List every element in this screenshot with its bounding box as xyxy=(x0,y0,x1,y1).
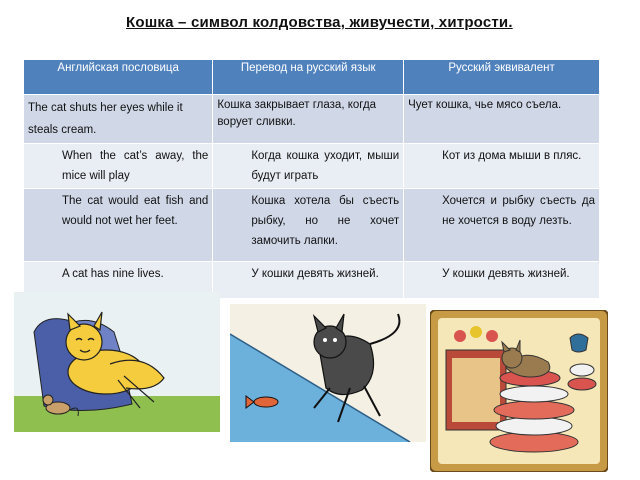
table-cell: When the cat’s away, the mice will play xyxy=(62,150,209,182)
page-title: Кошка – символ колдовства, живучести, хитрости. xyxy=(126,14,513,31)
table-cell: Когда кошка уходит, мыши будут играть xyxy=(251,150,400,182)
table-row xyxy=(24,189,600,262)
table-cell: The cat would eat fish and would not wet her feet. xyxy=(62,195,209,227)
table-row xyxy=(24,144,600,189)
table-cell: Кот из дома мыши в пляс. xyxy=(442,150,582,162)
cat-in-armchair-illustration xyxy=(14,292,220,432)
cat-with-fish-illustration xyxy=(230,304,426,442)
proverbs-table xyxy=(24,60,600,298)
table-cell: Чует кошка, чье мясо съела. xyxy=(404,95,600,144)
table-cell: Кошка хотела бы съесть рыбку, но не хочет замочить лапки. xyxy=(251,195,400,247)
illustrations xyxy=(14,292,626,474)
table-cell: A cat has nine lives. xyxy=(62,268,164,280)
cat-on-dishes-illustration xyxy=(430,310,608,472)
table-cell: Кошка закрывает глаза, когда ворует сливки. xyxy=(213,95,404,144)
header-russian-equivalent: Русский эквивалент xyxy=(404,60,600,95)
header-english: Английская пословица xyxy=(24,60,213,95)
header-translation: Перевод на русский язык xyxy=(213,60,404,95)
table-cell: У кошки девять жизней. xyxy=(251,268,379,280)
table-cell: Хочется и рыбку съесть да не хочется в воду лезть. xyxy=(442,195,595,227)
table-row xyxy=(24,95,600,144)
table-cell: У кошки девять жизней. xyxy=(442,268,570,280)
table-cell: The cat shuts her eyes while it steals cream. xyxy=(24,95,213,144)
